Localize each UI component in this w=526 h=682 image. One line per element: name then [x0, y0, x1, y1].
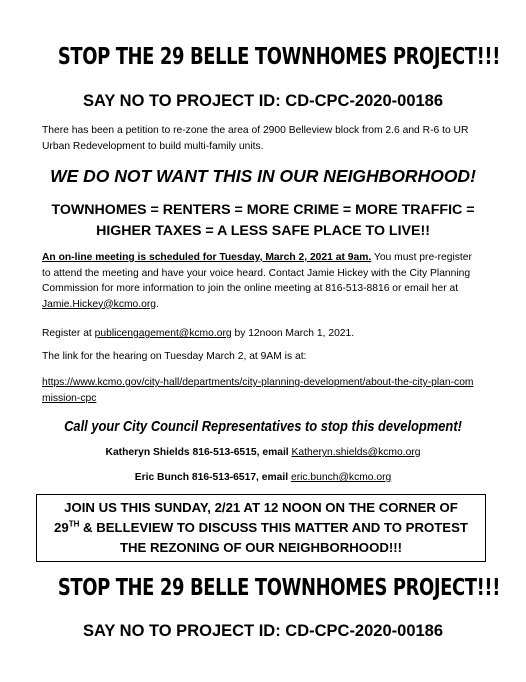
- register-paragraph: [42, 326, 482, 342]
- contact-shields: [0, 447, 526, 458]
- register-pre: Register at: [42, 328, 95, 339]
- equation-block: [0, 200, 526, 242]
- meeting-text: You must pre-register to attend the meeting and have your voice heard. Contact Jamie Hickey with the City Planning Commission for more information to join the online meeting at 816-513-8816 or email her at: [42, 252, 472, 294]
- equation-line-1: TOWNHOMES = RENTERS = MORE CRIME = MORE TRAFFIC =: [51, 202, 475, 218]
- protest-notice-box: [36, 494, 486, 562]
- box-line-3: THE REZONING OF OUR NEIGHBORHOOD!!!: [119, 540, 403, 555]
- slogan: WE DO NOT WANT THIS IN OUR NEIGHBORHOOD!: [50, 166, 476, 186]
- contact-bunch-text: Eric Bunch 816-513-6517, email: [134, 472, 291, 483]
- equation-line-2: HIGHER TAXES = A LESS SAFE PLACE TO LIVE!!: [96, 223, 430, 239]
- hearing-url-link[interactable]: https://www.kcmo.gov/city-hall/departments/city-planning-development/about-the-city-plan-commission-cpc: [42, 377, 474, 404]
- register-post: by 12noon March 1, 2021.: [231, 328, 355, 339]
- call-to-action: Call your City Council Representatives to stop this development!: [64, 418, 462, 435]
- contact-bunch: [0, 472, 526, 483]
- box-line-2-number: 29: [54, 520, 69, 535]
- box-line-2-superscript: TH: [68, 519, 80, 529]
- box-line-2-text: & BELLEVIEW TO DISCUSS THIS MATTER AND TO PROTEST: [79, 520, 468, 535]
- meeting-lead: An on-line meeting is scheduled for Tuesday, March 2, 2021 at 9am.: [42, 252, 372, 263]
- intro-paragraph: There has been a petition to re-zone the area of 2900 Belleview block from 2.6 and R-6 to UR Urban Redevelopment to build multi-family units.: [42, 125, 469, 152]
- banner-bottom: STOP THE 29 BELLE TOWNHOMES PROJECT!!!: [57, 575, 501, 601]
- meeting-end: .: [156, 298, 159, 310]
- meeting-email-link[interactable]: Jamie.Hickey@kcmo.org: [42, 298, 157, 310]
- meeting-paragraph: [42, 250, 482, 312]
- contact-shields-email-link[interactable]: Katheryn.shields@kcmo.org: [291, 447, 421, 458]
- subtitle-bottom: SAY NO TO PROJECT ID: CD-CPC-2020-00186: [82, 622, 444, 640]
- register-email-link[interactable]: publicengagement@kcmo.org: [94, 328, 232, 339]
- box-line-1: JOIN US THIS SUNDAY, 2/21 AT 12 NOON ON THE CORNER OF: [64, 500, 458, 515]
- link-paragraph: [42, 375, 482, 406]
- box-line-2: [37, 518, 485, 538]
- contact-bunch-email-link[interactable]: eric.bunch@kcmo.org: [290, 472, 392, 483]
- subtitle-top: SAY NO TO PROJECT ID: CD-CPC-2020-00186: [82, 92, 444, 110]
- contact-shields-text: Katheryn Shields 816-513-6515, email: [105, 447, 292, 458]
- link-intro: The link for the hearing on Tuesday March 2, at 9AM is at:: [42, 351, 307, 362]
- banner-top: STOP THE 29 BELLE TOWNHOMES PROJECT!!!: [57, 44, 501, 70]
